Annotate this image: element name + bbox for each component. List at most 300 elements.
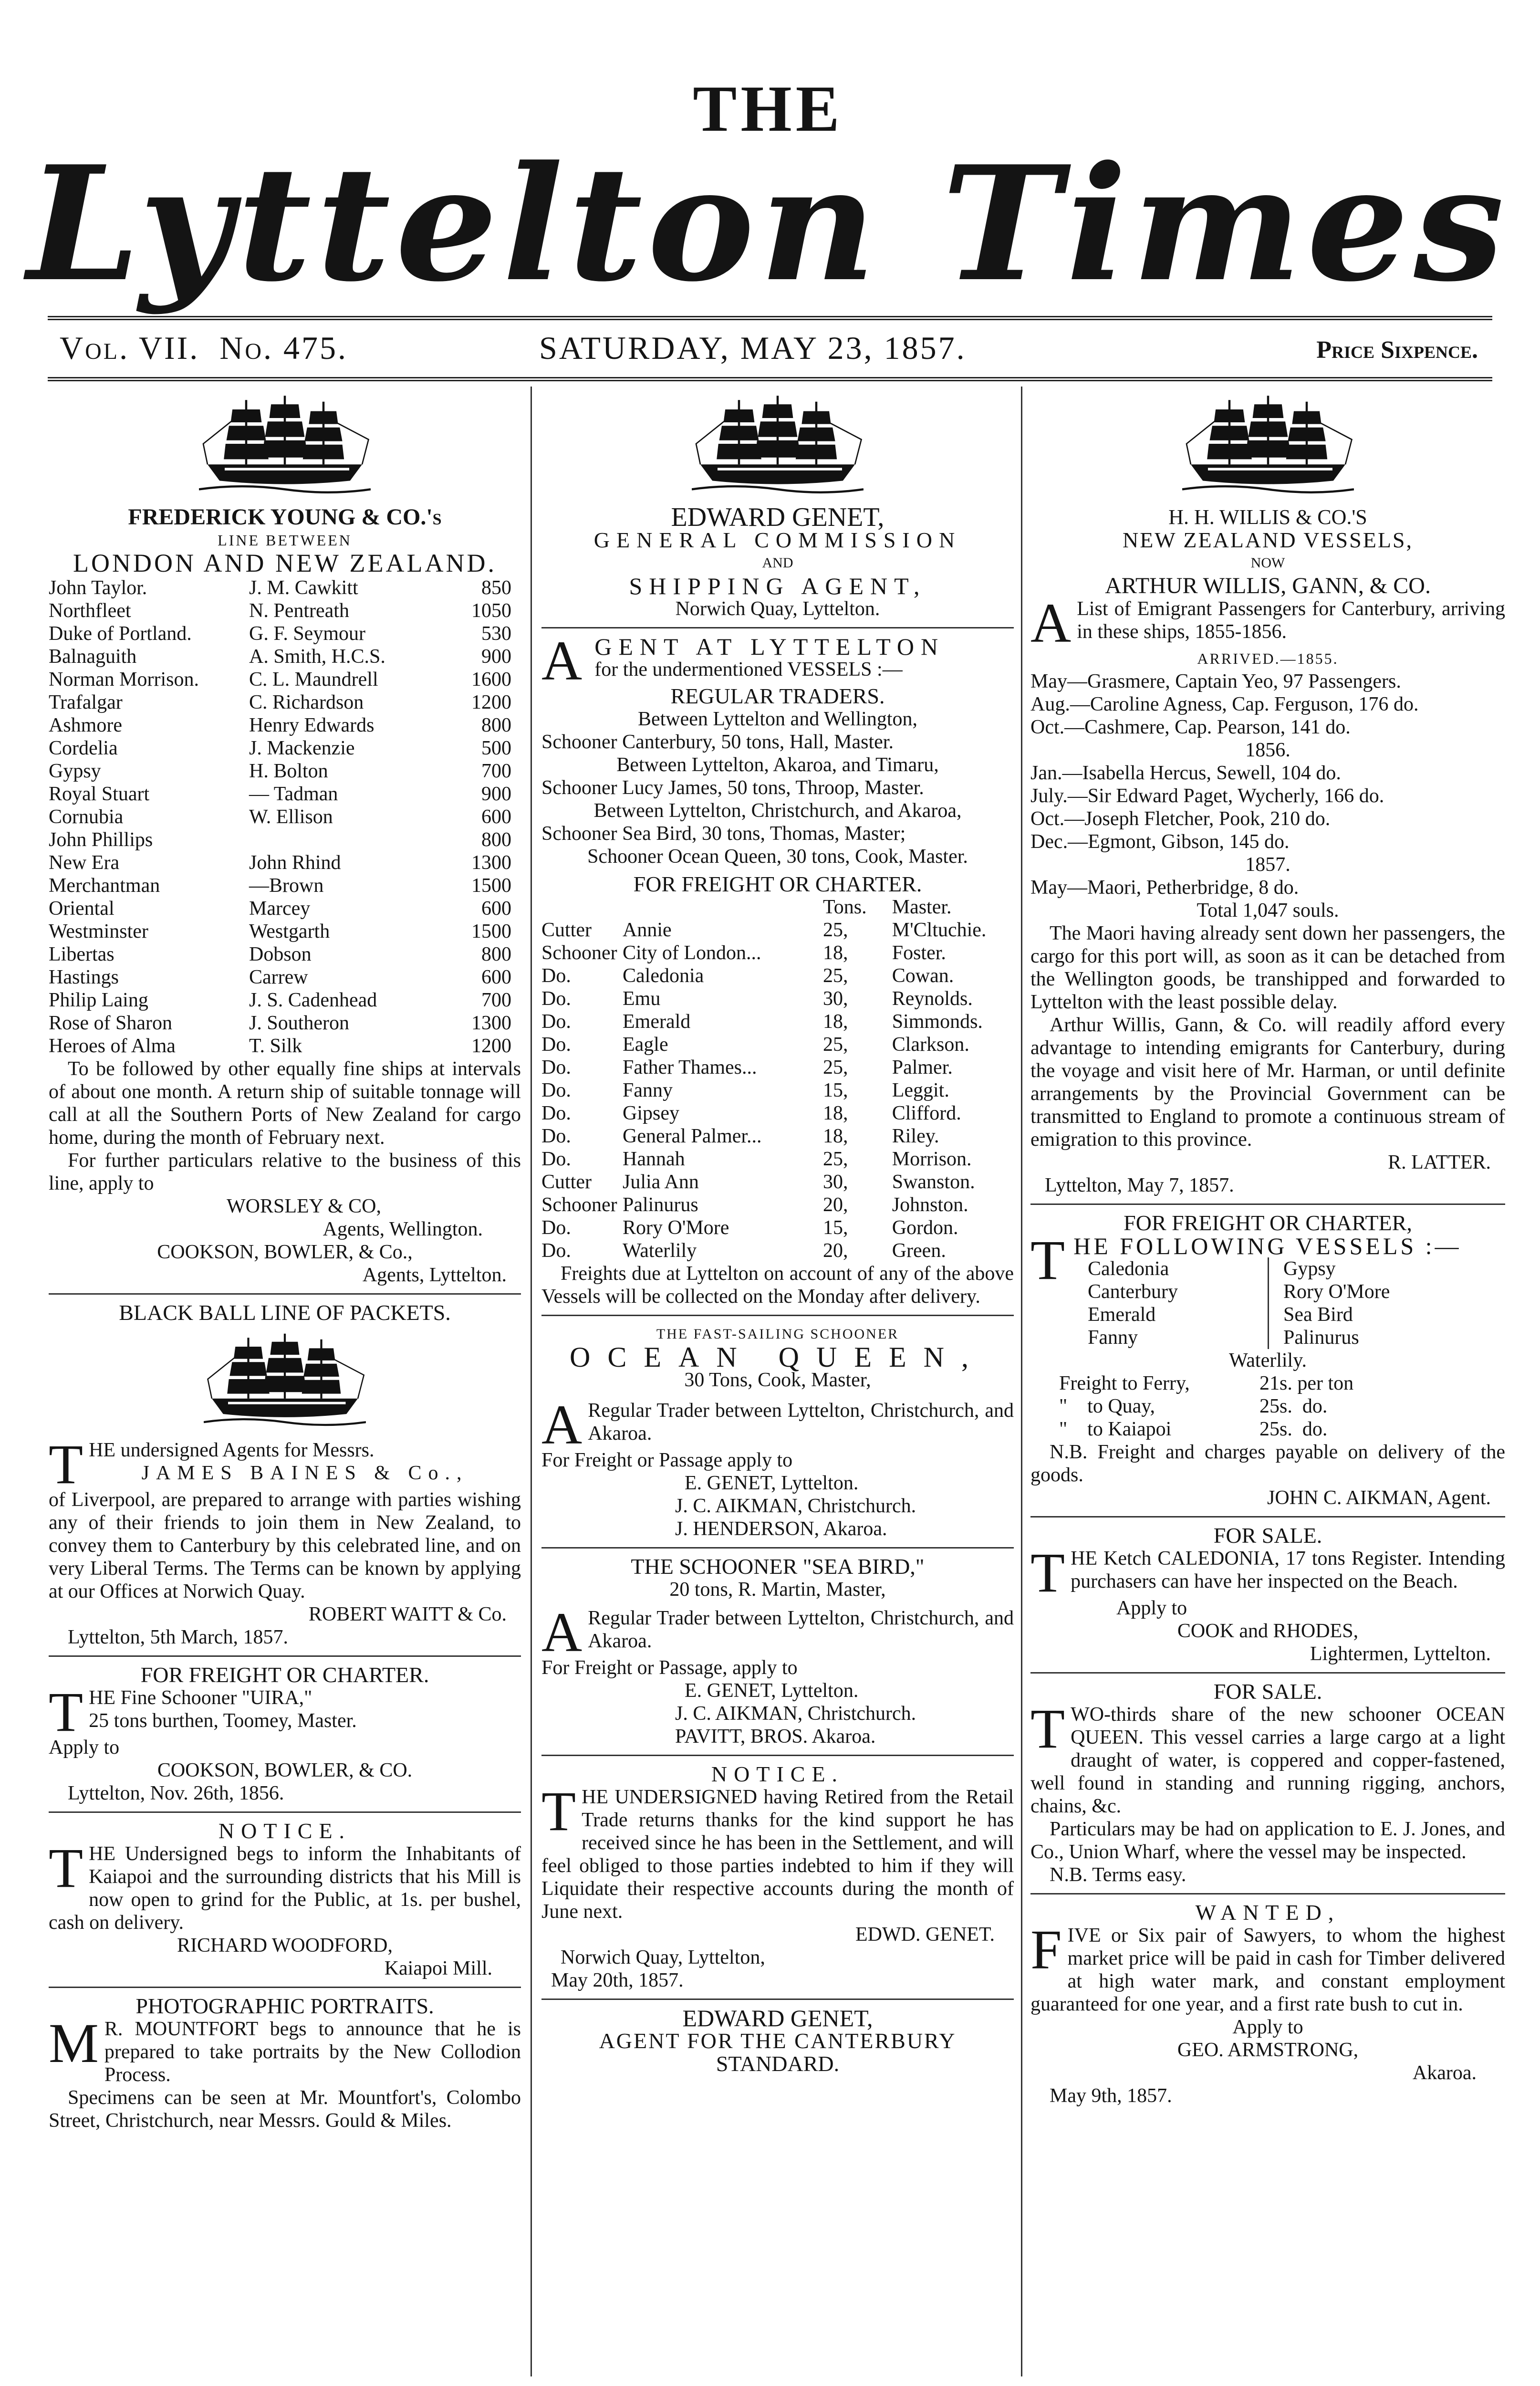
ship-captain: A. Smith, H.C.S.	[249, 646, 385, 668]
vessel-tons: 18,	[823, 1125, 848, 1147]
column-2	[541, 387, 1014, 2381]
uira-p2: 25 tons burthen, Toomey, Master.	[89, 1710, 357, 1732]
rate-price: 25s. do.	[1259, 1395, 1328, 1417]
vessel-name: Fanny	[623, 1079, 673, 1101]
black-ball-date: Lyttelton, 5th March, 1857.	[68, 1626, 288, 1648]
vessel-master: Green.	[892, 1240, 946, 1262]
trader-line: Schooner Sea Bird, 30 tons, Thomas, Master;	[541, 823, 906, 845]
ocean-queen-advert	[541, 1323, 1014, 1540]
freight-row	[541, 1102, 1014, 1125]
uira-advert	[49, 1664, 521, 1805]
oq-sub: THE FAST-SAILING SCHOONER	[656, 1326, 899, 1342]
ship-row	[49, 783, 521, 806]
vessel-master: Swanston.	[892, 1171, 975, 1193]
vessel-name: Emerald	[623, 1011, 691, 1033]
ship-tons: 600	[481, 806, 511, 828]
divider	[1030, 1893, 1505, 1894]
uira-signature: COOKSON, BOWLER, & CO.	[157, 1759, 413, 1781]
vessel-type: Do.	[541, 1057, 571, 1078]
vessel-tons: 30,	[823, 1171, 848, 1193]
vessel-name: Gipsey	[623, 1102, 679, 1124]
trader-line: Between Lyttelton and Wellington,	[637, 708, 918, 730]
rate-row	[1059, 1372, 1505, 1395]
ship-row	[49, 576, 521, 599]
ship-row	[49, 599, 521, 622]
ship-row	[49, 874, 521, 897]
vessel-tons: 25,	[823, 1034, 848, 1056]
ship-tons: 500	[481, 737, 511, 759]
vessel-name: Annie	[623, 919, 672, 941]
divider	[541, 1547, 1014, 1549]
sale2-title: FOR SALE.	[1213, 1679, 1322, 1704]
freight-row	[541, 1171, 1014, 1193]
divider	[541, 627, 1014, 628]
ship-tons: 1500	[471, 921, 511, 942]
freight-row	[541, 1216, 1014, 1239]
freight-row	[541, 1010, 1014, 1033]
black-ball-title: BLACK BALL LINE OF PACKETS.	[119, 1300, 451, 1325]
aikman-advert	[1030, 1212, 1505, 1509]
sb-s1: E. GENET, Lyttelton.	[685, 1680, 859, 1702]
standard-l1: EDWARD GENET,	[682, 2005, 873, 2031]
sale2-p1: WO-thirds share of the new schooner OCEAN QUEEN. This vessel carries a large cargo at a light draught of water, is coppered and copper-fastened, well found in standing and running rigging, anchors, chains, &c.	[1030, 1704, 1505, 1817]
vessel-name: Sea Bird	[1283, 1304, 1353, 1326]
passenger-line: July.—Sir Edward Paget, Wycherly, 166 do.	[1030, 785, 1384, 807]
regular-traders-list	[541, 708, 1014, 868]
ship-name: Norman Morrison.	[49, 669, 199, 691]
vessel-tons: 25,	[823, 919, 848, 941]
vessel-master: Reynolds.	[892, 988, 973, 1010]
oq-p1: Regular Trader between Lyttelton, Christchurch, and Akaroa.	[588, 1400, 1014, 1444]
freight-row	[541, 964, 1014, 987]
ship-name: Libertas	[49, 943, 114, 965]
ship-row	[49, 691, 521, 714]
vessel-type: Do.	[541, 1217, 571, 1239]
vessel-name: Rory O'More	[1283, 1281, 1390, 1303]
freight-row	[541, 1079, 1014, 1102]
freight-rates	[1030, 1372, 1505, 1441]
genet-notice-body: HE UNDERSIGNED having Retired from the Retail Trade returns thanks for the kind support he has received since he has been in the Settlement, and will feel obliged to those parties indebted to him if they will Liquidate their respective accounts during the month of June next.	[541, 1786, 1014, 1923]
vessel-type: Do.	[541, 1011, 571, 1033]
vessel-name: Palinurus	[623, 1194, 698, 1216]
divider	[541, 1755, 1014, 1756]
ship-icon	[204, 1329, 366, 1429]
genet-notice-address: Norwich Quay, Lyttelton,	[561, 1946, 765, 1968]
ship-tons: 1600	[471, 669, 511, 691]
sale2-p2: Particulars may be had on application to E. J. Jones, and Co., Union Wharf, where the vessel may be inspected.	[1030, 1818, 1505, 1863]
ship-name: New Era	[49, 852, 120, 874]
ffc-nb: N.B. Freight and charges payable on delivery of the goods.	[1030, 1441, 1505, 1486]
wanted-signature: GEO. ARMSTRONG,	[1177, 2039, 1359, 2061]
ship-name: Duke of Portland.	[49, 623, 192, 645]
ship-tons: 600	[481, 898, 511, 920]
sb-tons: 20 tons, R. Martin, Master,	[669, 1579, 886, 1601]
ffc-title: FOR FREIGHT OR CHARTER,	[1124, 1211, 1412, 1235]
vessel-type: Cutter	[541, 919, 592, 941]
year-1857: 1857.	[1245, 854, 1290, 876]
vessel-master: Foster.	[892, 942, 946, 964]
photo-p2: Specimens can be seen at Mr. Mountfort's, Colombo Street, Christchurch, near Messrs. Gould & Miles.	[49, 2087, 521, 2132]
wanted-p1: IVE or Six pair of Sawyers, to whom the highest market price will be paid in cash for Timber delivered at high water mark, and constant employment guaranteed for one year, and a first rate bush to cut in.	[1030, 1925, 1505, 2015]
sb-title: THE SCHOONER "SEA BIRD,"	[631, 1554, 925, 1579]
ship-name: Oriental	[49, 898, 114, 920]
young-agent-1: WORSLEY & CO,	[227, 1195, 381, 1217]
ship-row	[49, 645, 521, 668]
young-agent-2: COOKSON, BOWLER, & Co.,	[157, 1241, 413, 1263]
drop-cap: A	[1030, 592, 1072, 654]
freight-row	[541, 1239, 1014, 1262]
freight-row	[541, 1193, 1014, 1216]
divider	[541, 1315, 1014, 1316]
drop-cap: M	[49, 2012, 99, 2074]
divider	[49, 1293, 521, 1295]
freight-header-master: Master.	[892, 896, 952, 918]
divider	[49, 1987, 521, 1988]
freight-row	[541, 942, 1014, 964]
ship-name: Northfleet	[49, 600, 131, 622]
sale1-title: FOR SALE.	[1213, 1523, 1322, 1548]
trader-line: Schooner Canterbury, 50 tons, Hall, Master.	[541, 731, 894, 753]
vessel-type: Do.	[541, 1148, 571, 1170]
ship-name: Cornubia	[49, 806, 124, 828]
ship-name: John Phillips	[49, 829, 153, 851]
ship-captain: Carrew	[249, 966, 308, 988]
willis-advert	[1030, 506, 1505, 1197]
photo-title: PHOTOGRAPHIC PORTRAITS.	[135, 1994, 434, 2018]
ship-name: John Taylor.	[49, 577, 147, 599]
passenger-line: Dec.—Egmont, Gibson, 145 do.	[1030, 831, 1290, 853]
ocean-queen-sale	[1030, 1680, 1505, 1886]
vessel-type: Schooner	[541, 1194, 617, 1216]
black-ball-signature: ROBERT WAITT & Co.	[308, 1603, 507, 1625]
genet-standard-advert	[541, 2007, 1014, 2075]
regular-traders-title: REGULAR TRADERS.	[670, 684, 885, 708]
rate-destination: Freight to Ferry,	[1059, 1372, 1190, 1394]
sale1-p1: HE Ketch CALEDONIA, 17 tons Register. Intending purchasers can have her inspected on the Beach.	[1071, 1548, 1505, 1592]
vessel-type: Do.	[541, 1079, 571, 1101]
vessel-name: City of London...	[623, 942, 761, 964]
drop-cap: T	[1030, 1541, 1065, 1604]
rate-destination: " to Kaiapoi	[1059, 1418, 1172, 1440]
ship-name: Ashmore	[49, 714, 122, 736]
vessel-name: Caledonia	[1088, 1258, 1169, 1280]
willis-t3: NOW	[1250, 555, 1285, 571]
ship-name: Philip Laing	[49, 989, 148, 1011]
ship-name: Cordelia	[49, 737, 118, 759]
ship-captain: J. M. Cawkitt	[249, 577, 358, 599]
sale2-nb: N.B. Terms easy.	[1050, 1864, 1186, 1886]
ship-icon	[1182, 391, 1354, 496]
ship-name: Rose of Sharon	[49, 1012, 172, 1034]
drop-cap: A	[541, 1393, 583, 1456]
ship-captain: Dobson	[249, 943, 312, 965]
price: Price Sixpence.	[1316, 336, 1478, 364]
rate-price: 21s. per ton	[1259, 1372, 1354, 1394]
wanted-apply: Apply to	[1232, 2016, 1303, 2038]
vessel-name: Fanny	[1088, 1327, 1138, 1349]
oq-s1: E. GENET, Lyttelton.	[685, 1472, 859, 1494]
ship-captain: T. Silk	[249, 1035, 302, 1057]
vessel-master: Simmonds.	[892, 1011, 983, 1033]
willis-arrived: ARRIVED.—1855.	[1197, 650, 1339, 667]
ship-row	[49, 1035, 521, 1057]
freight-header	[541, 896, 1014, 919]
drop-cap: T	[1030, 1229, 1068, 1291]
newspaper-title: Lyttelton Times	[27, 131, 1509, 316]
genet-notice	[541, 1763, 1014, 1992]
vessel-name: Emu	[623, 988, 661, 1010]
ship-captain: C. Richardson	[249, 691, 364, 713]
ship-row	[49, 943, 521, 966]
vessel-tons: 15,	[823, 1217, 848, 1239]
ship-tons: 800	[481, 943, 511, 965]
willis-t2: NEW ZEALAND VESSELS,	[1122, 528, 1413, 552]
vessel-name: Palinurus	[1283, 1327, 1359, 1349]
ship-captain: J. S. Cadenhead	[249, 989, 377, 1011]
vessel-tons: 25,	[823, 1057, 848, 1078]
vessel-name: Eagle	[623, 1034, 668, 1056]
vessel-master: Clarkson.	[892, 1034, 969, 1056]
ship-captain: G. F. Seymour	[249, 623, 365, 645]
vessel-name: Father Thames...	[623, 1057, 757, 1078]
ship-captain: H. Bolton	[249, 760, 328, 782]
oq-name: OCEAN QUEEN,	[570, 1341, 986, 1373]
ship-tons: 800	[481, 829, 511, 851]
ffc-signature: JOHN C. AIKMAN, Agent.	[1267, 1487, 1491, 1509]
vessel-master: M'Cltuchie.	[892, 919, 987, 941]
vessel-tons: 30,	[823, 988, 848, 1010]
column-divider	[1021, 387, 1022, 2376]
ffc-l1: HE FOLLOWING VESSELS :—	[1073, 1233, 1462, 1259]
freight-table	[541, 896, 1014, 1262]
sb-s3: PAVITT, BROS. Akaroa.	[675, 1726, 876, 1748]
freight-advert	[541, 873, 1014, 1308]
vessel-name: Julia Ann	[623, 1171, 699, 1193]
column-1	[49, 387, 521, 2381]
oq-p2: For Freight or Passage apply to	[541, 1449, 793, 1471]
woodford-notice	[49, 1820, 521, 1980]
vessel-tons: 18,	[823, 1102, 848, 1124]
ship-name: Balnaguith	[49, 646, 137, 668]
drop-cap: A	[541, 629, 589, 692]
standard-l3: STANDARD.	[716, 2051, 840, 2076]
agent-l2: for the undermentioned VESSELS :—	[594, 659, 903, 680]
ship-captain: Marcey	[249, 898, 311, 920]
sb-s2: J. C. AIKMAN, Christchurch.	[675, 1703, 916, 1725]
masthead-rule-bottom	[48, 377, 1492, 381]
ship-tons: 900	[481, 783, 511, 805]
ship-name: Heroes of Alma	[49, 1035, 176, 1057]
uira-p3: Apply to	[49, 1737, 120, 1758]
dateline	[48, 329, 1492, 377]
passenger-1857: May—Maori, Petherbridge, 8 do.	[1030, 877, 1299, 899]
vessel-tons: 15,	[823, 1079, 848, 1101]
ship-tons: 800	[481, 714, 511, 736]
vessel-tons: 18,	[823, 1011, 848, 1033]
sale1-s2: Lightermen, Lyttelton.	[1310, 1643, 1491, 1665]
genet-notice-title: NOTICE.	[711, 1762, 844, 1786]
uira-title: FOR FREIGHT OR CHARTER.	[140, 1663, 429, 1687]
sale1-s1: COOK and RHODES,	[1177, 1620, 1359, 1642]
ship-tons: 850	[481, 577, 511, 599]
drop-cap: T	[49, 1837, 83, 1899]
divider	[1030, 1672, 1505, 1674]
willis-p2: The Maori having already sent down her passengers, the cargo for this port will, as soon as it can be detached from the Wellington goods, be transhipped and forwarded to Lyttelton with the least possible delay.	[1030, 922, 1505, 1013]
sb-p1: Regular Trader between Lyttelton, Christchurch, and Akaroa.	[588, 1607, 1014, 1652]
genet-advert	[541, 502, 1014, 620]
young-agent-1-place: Agents, Wellington.	[323, 1218, 483, 1240]
ship-tons: 1200	[471, 1035, 511, 1057]
ship-captain: J. Southeron	[249, 1012, 349, 1034]
vessel-tons: 20,	[823, 1194, 848, 1216]
ship-name: Westminster	[49, 921, 148, 942]
vessel-type: Do.	[541, 1125, 571, 1147]
oq-tons: 30 Tons, Cook, Master,	[684, 1369, 871, 1391]
black-ball-p3: of Liverpool, are prepared to arrange with parties wishing any of their friends to join them in New Zealand, to convey them to Canterbury by this celebrated line, and on very Liberal Terms. The Terms can be known by applying at our Offices at Norwich Quay.	[49, 1489, 521, 1602]
oq-s2: J. C. AIKMAN, Christchurch.	[675, 1495, 916, 1517]
photographic-advert	[49, 1995, 521, 2132]
standard-l2: AGENT FOR THE CANTERBURY	[599, 2029, 957, 2053]
vessel-name: Rory O'More	[623, 1217, 729, 1239]
uira-p1: HE Fine Schooner "UIRA,"	[89, 1687, 312, 1709]
trader-line: Schooner Lucy James, 50 tons, Throop, Master.	[541, 777, 924, 799]
vessel-master: Cowan.	[892, 965, 954, 987]
freight-row	[541, 1056, 1014, 1079]
ship-row	[49, 737, 521, 760]
young-title: FREDERICK YOUNG & CO.'s	[128, 504, 442, 530]
trader-line: Between Lyttelton, Christchurch, and Akaroa,	[593, 800, 962, 822]
genet-l2: AND	[762, 555, 793, 571]
caledonia-sale	[1030, 1524, 1505, 1665]
sea-bird-advert	[541, 1555, 1014, 1748]
vessel-master: Leggit.	[892, 1079, 949, 1101]
divider	[49, 1811, 521, 1813]
vessel-name: Canterbury	[1088, 1281, 1178, 1303]
freight-row	[541, 1033, 1014, 1056]
freight-row	[541, 987, 1014, 1010]
vessel-type: Do.	[541, 1240, 571, 1262]
vessel-master: Gordon.	[892, 1217, 958, 1239]
ship-row	[49, 966, 521, 989]
rate-destination: " to Quay,	[1059, 1395, 1155, 1417]
sale1-apply: Apply to	[1116, 1597, 1187, 1619]
willis-p1: List of Emigrant Passengers for Canterbury, arriving in these ships, 1855-1856.	[1077, 598, 1505, 643]
drop-cap: T	[1030, 1697, 1065, 1760]
young-subtitle: LINE BETWEEN	[218, 532, 352, 549]
young-route: LONDON AND NEW ZEALAND.	[73, 549, 497, 577]
drop-cap: T	[541, 1780, 576, 1842]
year-1856: 1856.	[1245, 739, 1290, 761]
divider	[541, 1999, 1014, 2000]
vessel-type: Do.	[541, 1034, 571, 1056]
ship-row	[49, 920, 521, 943]
ship-name: Hastings	[49, 966, 119, 988]
divider	[1030, 1203, 1505, 1205]
willis-t4: ARTHUR WILLIS, GANN, & CO.	[1105, 573, 1431, 598]
ship-captain: —Brown	[249, 875, 324, 897]
vessel-name: Hannah	[623, 1148, 685, 1170]
ship-row	[49, 760, 521, 783]
vessel-type: Do.	[541, 988, 571, 1010]
trader-line: Between Lyttelton, Akaroa, and Timaru,	[616, 754, 939, 776]
ship-tons: 600	[481, 966, 511, 988]
genet-notice-date: May 20th, 1857.	[551, 1969, 684, 1991]
vessels-left	[1088, 1257, 1269, 1349]
ship-captain: — Tadman	[249, 783, 338, 805]
ship-tons: 1500	[471, 875, 511, 897]
ship-row	[49, 668, 521, 691]
ship-tons: 1300	[471, 852, 511, 874]
vessel-type: Cutter	[541, 1171, 592, 1193]
vessel-tons: 18,	[823, 942, 848, 964]
drop-cap: T	[49, 1433, 83, 1496]
genet-address: Norwich Quay, Lyttelton.	[675, 598, 880, 620]
ship-captain: C. L. Maundrell	[249, 669, 378, 691]
notice-place: Kaiapoi Mill.	[384, 1957, 492, 1979]
ship-captain: W. Ellison	[249, 806, 333, 828]
ship-captain	[239, 828, 449, 851]
genet-notice-signature: EDWD. GENET.	[855, 1924, 995, 1946]
ship-tons: 900	[481, 646, 511, 668]
freight-header-tons: Tons.	[823, 896, 867, 918]
drop-cap: A	[541, 1601, 583, 1664]
vessel-type: Do.	[541, 965, 571, 987]
ship-icon	[199, 391, 371, 496]
vessel-name: General Palmer...	[623, 1125, 762, 1147]
ship-row	[49, 622, 521, 645]
vessel-name: Waterlily	[623, 1240, 697, 1262]
trader-line: Schooner Ocean Queen, 30 tons, Cook, Master.	[587, 846, 968, 868]
ship-name: Trafalgar	[49, 691, 123, 713]
black-ball-p2: JAMES BAINES & Co.,	[141, 1462, 468, 1484]
notice-signature: RICHARD WOODFORD,	[177, 1935, 393, 1957]
ship-row	[49, 989, 521, 1012]
issue-number: No. 475.	[219, 330, 348, 366]
passenger-line: Oct.—Joseph Fletcher, Pook, 210 do.	[1030, 808, 1331, 830]
vessel-tons: 25,	[823, 1148, 848, 1170]
passenger-line: Jan.—Isabella Hercus, Sewell, 104 do.	[1030, 762, 1341, 784]
freight-row	[541, 1148, 1014, 1171]
ffc-last: Waterlily.	[1229, 1350, 1307, 1371]
freight-row	[541, 1125, 1014, 1148]
genet-l3: SHIPPING AGENT,	[629, 573, 926, 599]
ship-captain: Westgarth	[249, 921, 330, 942]
issue-date: SATURDAY, MAY 23, 1857.	[539, 330, 967, 366]
rate-row	[1059, 1395, 1505, 1418]
ship-captain: N. Pentreath	[249, 600, 349, 622]
passenger-line: Oct.—Cashmere, Cap. Pearson, 141 do.	[1030, 716, 1351, 738]
passenger-list-1855	[1030, 670, 1505, 739]
vessel-name: Caledonia	[623, 965, 704, 987]
young-p2: For further particulars relative to the business of this line, apply to	[49, 1150, 521, 1194]
ship-icon	[692, 391, 864, 496]
passenger-total: Total 1,047 souls.	[1197, 900, 1339, 921]
willis-p3: Arthur Willis, Gann, & Co. will readily afford every advantage to intending emigrants for Canterbury, during the voyage and visit here of Mr. Harman, or until definite arrangements by the Provincial Government can be transmitted to England to promote a continuous stream of emigration to this province.	[1030, 1014, 1505, 1151]
masthead	[29, 14, 1508, 344]
young-p1: To be followed by other equally fine ships at intervals of about one month. A return ship of suitable tonnage will call at all the Southern Ports of New Zealand for cargo home, during the month of February next.	[49, 1058, 521, 1149]
notice-body: HE Undersigned begs to inform the Inhabitants of Kaiapoi and the surrounding districts that his Mill is now open to grind for the Public, at 1s. per bushel, cash on delivery.	[49, 1843, 521, 1934]
sawyers-wanted	[1030, 1901, 1505, 2107]
vessel-tons: 20,	[823, 1240, 848, 1262]
freight-header-blank	[541, 896, 823, 919]
young-ships-table	[49, 576, 521, 1057]
wanted-place: Akaroa.	[1412, 2062, 1477, 2084]
rate-row	[1059, 1418, 1505, 1441]
ship-tons: 1200	[471, 691, 511, 713]
ship-row	[49, 851, 521, 874]
vessel-type: Schooner	[541, 942, 617, 964]
ship-tons: 700	[481, 989, 511, 1011]
